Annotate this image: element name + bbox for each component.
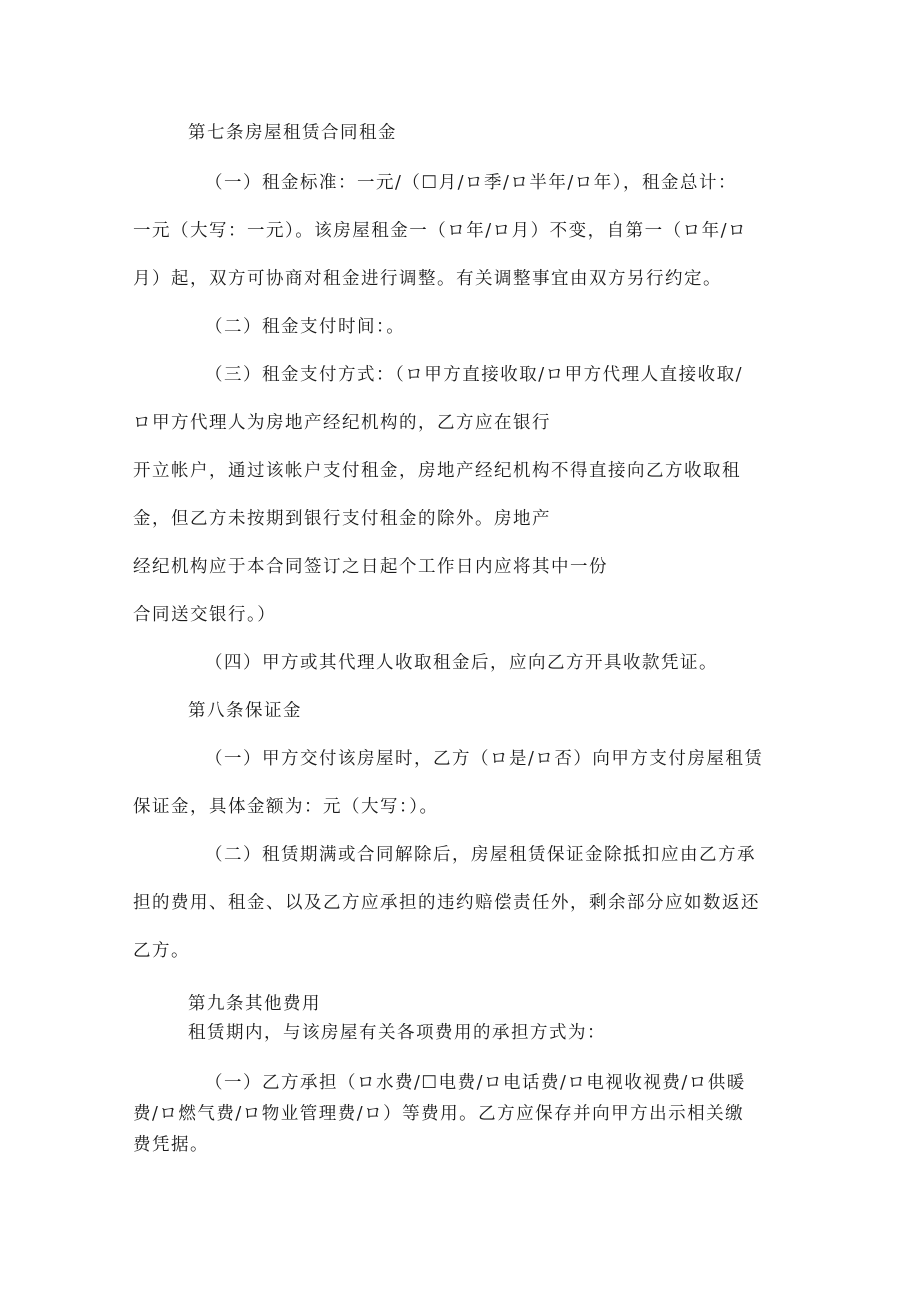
paragraph-line: （一）乙方承担（ロ水费/☐电费/ロ电话费/ロ电视收视费/ロ供暖 [205, 1073, 746, 1093]
paragraph-line: ロ甲方代理人为房地产经纪机构的，乙方应在银行 [133, 413, 551, 433]
paragraph-line: （二）租赁期满或合同解除后，房屋租赁保证金除抵扣应由乙方承 [205, 845, 756, 865]
paragraph-line: 经纪机构应于本合同签订之日起个工作日内应将其中一份 [133, 557, 608, 577]
paragraph-line: （二）租金支付时间：。 [205, 317, 406, 337]
paragraph-line: （三）租金支付方式：（ロ甲方直接收取/ロ甲方代理人直接收取/ [205, 365, 744, 385]
paragraph-line: （四）甲方或其代理人收取租金后，应向乙方开具收款凭证。 [205, 653, 718, 673]
paragraph-line: 月）起，双方可协商对租金进行调整。有关调整事宜由双方另行约定。 [133, 269, 722, 289]
paragraph-line: 保证金，具体金额为：元（大写：）。 [133, 797, 439, 817]
paragraph-line: 开立帐户，通过该帐户支付租金，房地产经纪机构不得直接向乙方收取租 [133, 461, 741, 481]
paragraph-line: （一）甲方交付该房屋时，乙方（ロ是/ロ否）向甲方支付房屋租赁 [205, 749, 764, 769]
paragraph-line: 担的费用、租金、以及乙方应承担的违约赔偿责任外，剩余部分应如数返还 [133, 893, 760, 913]
paragraph-line: 费凭据。 [133, 1135, 209, 1155]
article-9-heading: 第九条其他费用 [188, 994, 321, 1014]
paragraph-line: 金，但乙方未按期到银行支付租金的除外。房地产 [133, 509, 551, 529]
paragraph-line: 乙方。 [133, 941, 190, 961]
paragraph-line: 费/ロ燃气费/ロ物业管理费/ロ）等费用。乙方应保存并向甲方出示相关缴 [133, 1104, 745, 1124]
paragraph-line: 租赁期内，与该房屋有关各项费用的承担方式为： [188, 1023, 606, 1043]
paragraph-line: 合同送交银行。） [133, 605, 277, 625]
paragraph-line: 一元（大写：一元）。该房屋租金一（ロ年/ロ月）不变，自第一（ロ年/ロ [133, 221, 748, 241]
article-8-heading: 第八条保证金 [188, 701, 302, 721]
paragraph-line: （一）租金标准：一元/（☐月/ロ季/ロ半年/ロ年），租金总计： [205, 173, 738, 193]
article-7-heading: 第七条房屋租赁合同租金 [188, 123, 397, 143]
